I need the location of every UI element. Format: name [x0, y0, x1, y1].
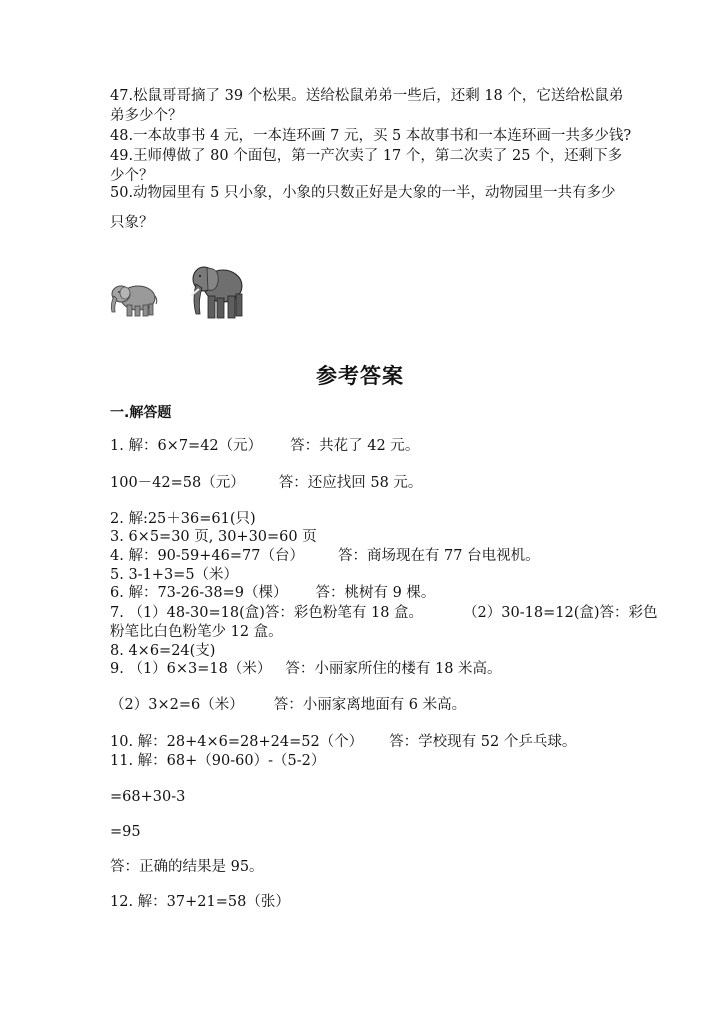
answer-4: [110, 546, 540, 566]
answer-4-reply: 答：商场现在有 77 台电视机。: [337, 548, 540, 564]
answer-7-part1: 7. （1）48-30=18(盒)答：彩色粉笔有 18 盒。: [110, 605, 424, 621]
answer-9-reply-2: 答：小丽家离地面有 6 米高。: [273, 697, 467, 713]
question-48: 48.一本故事书 4 元，一本连环画 7 元，买 5 本故事书和一本连环画一共多少钱?: [110, 128, 632, 144]
question-49-line2: 少个？: [110, 168, 154, 184]
answer-9-reply: 答：小丽家所住的楼有 18 米高。: [285, 661, 502, 677]
answer-3: 3. 6×5=30 页, 30+30=60 页: [110, 529, 317, 545]
answer-9-solution-2: （2）3×2=6（米）: [110, 697, 244, 713]
section-title: 一.解答题: [110, 405, 172, 421]
answer-1-reply: 答：共花了 42 元。: [290, 438, 420, 454]
answer-6-reply: 答：桃树有 9 棵。: [315, 585, 436, 601]
answer-1-line1: [110, 436, 419, 456]
answer-1-reply-2: 答：还应找回 58 元。: [278, 475, 423, 491]
answer-5: 5. 3-1+3=5（米）: [110, 567, 239, 583]
answer-9-solution: 9. （1）6×3=18（米）: [110, 661, 272, 677]
answer-10-reply: 答：学校现有 52 个乒乓球。: [389, 734, 577, 750]
question-49-line1: 49.王师傅做了 80 个面包，第一产次卖了 17 个，第二次卖了 25 个，还剩下多: [110, 148, 623, 164]
answer-11-reply: 答：正确的结果是 95。: [110, 859, 264, 875]
answer-12: 12. 解：37+21=58（张）: [110, 894, 290, 910]
answer-9-line2: [110, 695, 466, 715]
answer-6: [110, 583, 435, 603]
answer-10: [110, 732, 576, 752]
answer-10-solution: 10. 解：28+4×6=28+24=52（个）: [110, 734, 364, 750]
answer-11: 11. 解：68+（90-60）-（5-2）: [110, 753, 326, 769]
answer-7-line1: [110, 603, 658, 623]
answer-1-line2: [110, 473, 422, 493]
answer-1-solution-2: 100－42=58（元）: [110, 475, 245, 491]
answer-7-part2: （2）30-18=12(盒)答：彩色: [463, 605, 658, 621]
question-47-line1: 47.松鼠哥哥摘了 39 个松果。送给松鼠弟弟一些后，还剩 18 个，它送给松鼠弟: [110, 88, 624, 104]
answer-11-step1: =68+30-3: [110, 789, 186, 805]
answer-9-line1: [110, 659, 502, 679]
answer-11-step2: =95: [110, 824, 141, 840]
answer-1-solution: 1. 解：6×7=42（元）: [110, 438, 263, 454]
answer-2: 2. 解:25＋36=61(只): [110, 511, 256, 527]
answer-8: 8. 4×6=24(支): [110, 643, 216, 659]
answer-title: 参考答案: [316, 364, 404, 388]
question-47-line2: 弟多少个？: [110, 108, 183, 124]
answer-7-line2: 粉笔比白色粉笔少 12 盒。: [110, 624, 283, 640]
answer-6-solution: 6. 解：73-26-38=9（棵）: [110, 585, 288, 601]
large-elephant-image: [188, 262, 246, 322]
question-50-line1: 50.动物园里有 5 只小象，小象的只数正好是大象的一半，动物园里一共有多少: [110, 185, 616, 201]
question-50-line2: 只象？: [110, 215, 154, 231]
small-elephant-image: [108, 278, 160, 320]
answer-4-solution: 4. 解：90-59+46=77（台）: [110, 548, 304, 564]
